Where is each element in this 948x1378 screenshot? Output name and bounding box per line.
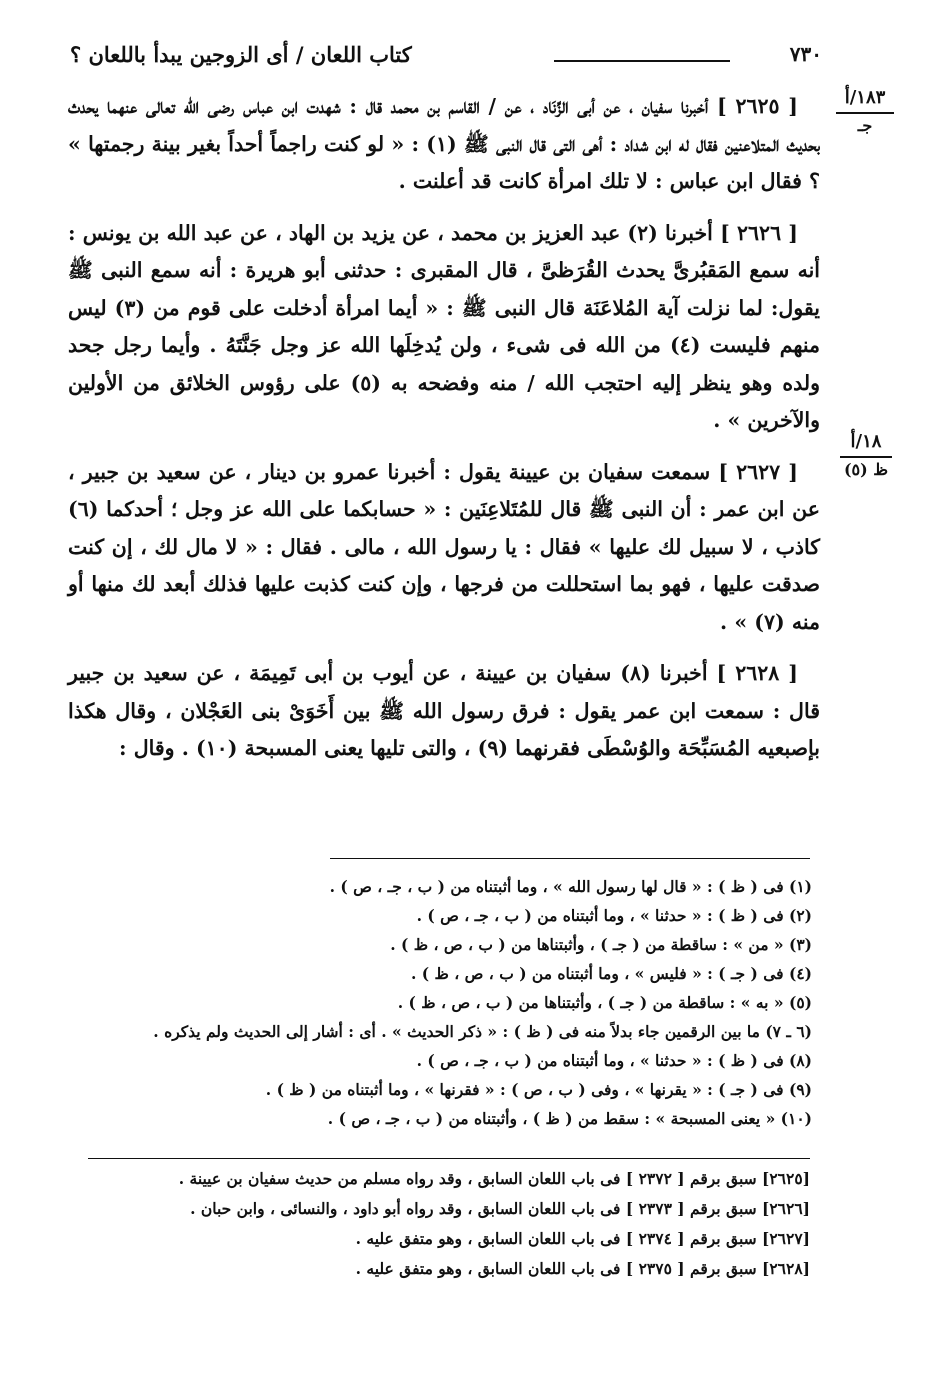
hadith-text: أخبرنا سفيان ، عن أبى الزِّنَاد ، عن / القاسم بن محمد قال : شهدت ابن عباس رضى الله تعالى عنهما يحدث بحديث المتلاعنين فقال له ابن شداد : أهى التى قال النبى ﷺ (١) : « لو كنت راجماً أحداً بغير بينة رجمتها » ؟ فقال ابن عباس : لا تلك امرأة كانت قد أعلنت .	[68, 94, 821, 193]
footnote-separator	[330, 858, 810, 859]
footnote: (١٠) « يعنى المسبحة » : سقط من ( ظ ) ، وأثبتناه من ( ب ، جـ ، ص ) .	[327, 1109, 812, 1128]
hadith-paragraph	[68, 655, 820, 768]
page-number: ٧٣٠	[789, 42, 822, 66]
references-separator	[88, 1158, 810, 1159]
margin-ref-siglum: ظ (٥)	[843, 460, 889, 479]
margin-ref-folio: ١٨/أ	[850, 431, 882, 452]
footnote: (٥) « به » : ساقطة من ( جـ ) ، وأثبتناها من ( ب ، ص ، ظ ) .	[397, 993, 812, 1012]
hadith-number: [ ٢٦٢٧ ]	[718, 459, 798, 484]
footnotes	[120, 872, 812, 1133]
footnote: (١) فى ( ظ ) : « قال لها رسول الله » ، وما أثبتناه من ( ب ، جـ ، ص ) .	[329, 877, 812, 896]
running-title: كتاب اللعان / أى الزوجين يبدأ باللعان ؟	[70, 42, 412, 67]
hadith-text: سمعت سفيان بن عيينة يقول : أخبرنا عمرو بن دينار ، عن سعيد بن جبير ، عن ابن عمر : أن النبى ﷺ قال للمُتَلاعِنَين : « حسابكما على الله عز وجل ؛ أحدكما (٦) كاذب ، لا سبيل لك عليها » فقال : يا رسول الله ، مالى . فقال : « لا مال لك ، إن كنت صدقت عليها ، فهو بما استحللت من فرجها ، وإن كنت كذبت عليها فذلك أبعد لك منها أو منه (٧) » .	[68, 459, 820, 634]
margin-ref-folio: ١٨٣/أ	[844, 87, 886, 108]
hadith-number: [ ٢٦٢٨ ]	[716, 661, 798, 685]
hadith-number: [ ٢٦٢٦ ]	[720, 220, 798, 245]
footnote: (٩) فى ( جـ ) : « يقرنها » ، وفى ( ب ، ص ) : « فقرنها » ، وما أثبتناه من ( ظ ) .	[265, 1080, 812, 1099]
hadith-number: [ ٢٦٢٥ ]	[717, 94, 798, 118]
hadith-text: أخبرنا (٢) عبد العزيز بن محمد ، عن يزيد بن الهاد ، عن عبد الله بن يونس : أنه سمع المَقبُرىَّ يحدث القُرَظىَّ ، قال المقبرى : حدثنى أبو هريرة : أنه سمع النبى ﷺ يقول: لما نزلت آية المُلاعَنَة قال النبى ﷺ : « أيما امرأة أدخلت على قوم من (٣) ليس منهم فليست (٤) من الله فى شىء ، ولن يُدخِلَها الله عز وجل جَنَّتَهُ . وأيما رجل جحد ولده وهو ينظر إليه احتجب الله / منه وفضحه به (٥) على رؤوس الخلائق من الأولين والآخرين » .	[68, 220, 820, 432]
header-rule	[554, 60, 730, 62]
page-header	[70, 42, 822, 76]
main-text	[68, 88, 820, 782]
cross-reference: [٢٦٢٦] سبق برقم [ ٢٣٧٣ ] فى باب اللعان السابق ، وقد رواه أبو داود ، والنسائى ، وابن حبان .	[190, 1199, 810, 1218]
footnote: (٨) فى ( ظ ) : « حدثنا » ، وما أثبتناه من ( ب ، جـ ، ص ) .	[416, 1051, 812, 1070]
hadith-paragraph	[68, 88, 820, 201]
hadith-text: أخبرنا (٨) سفيان بن عيينة ، عن أيوب بن أبى تَمِيمَة ، عن سعيد بن جبير قال : سمعت ابن عمر يقول : فرق رسول الله ﷺ بين أَخَوَىْ بنى العَجْلان ، وقال هكذا بإصبعيه المُسَبِّحَة والوُسْطَى فقرنهما (٩) ، والتى تليها يعنى المسبحة (١٠) . وقال :	[68, 661, 820, 760]
cross-reference: [٢٦٢٧] سبق برقم [ ٢٣٧٤ ] فى باب اللعان السابق ، وهو متفق عليه .	[355, 1229, 810, 1248]
footnote: (٣) « من » : ساقطة من ( جـ ) ، وأثبتناها من ( ب ، ص ، ظ ) .	[390, 935, 812, 954]
cross-reference: [٢٦٢٥] سبق برقم [ ٢٣٧٢ ] فى باب اللعان السابق ، وقد رواه مسلم من حديث سفيان بن عيينة .	[178, 1169, 810, 1188]
margin-manuscript-ref	[836, 86, 894, 136]
hadith-paragraph	[68, 215, 820, 440]
hadith-paragraph	[68, 454, 820, 642]
margin-ref-rule	[840, 456, 892, 458]
margin-ref-siglum: جـ	[857, 116, 873, 135]
footnote: (٤) فى ( جـ ) : « فليس » ، وما أثبتناه من ( ب ، ص ، ظ ) .	[411, 964, 812, 983]
cross-references	[88, 1164, 810, 1284]
margin-ref-rule	[836, 112, 894, 114]
margin-manuscript-ref	[840, 430, 892, 480]
footnote: (٦ ـ ٧) ما بين الرقمين جاء بدلاً منه فى ( ظ ) : « ذكر الحديث » . أى : أشار إلى الحديث ولم يذكره .	[153, 1022, 812, 1041]
cross-reference: [٢٦٢٨] سبق برقم [ ٢٣٧٥ ] فى باب اللعان السابق ، وهو متفق عليه .	[355, 1259, 810, 1278]
footnote: (٢) فى ( ظ ) : « حدثنا » ، وما أثبتناه من ( ب ، جـ ، ص ) .	[416, 906, 812, 925]
